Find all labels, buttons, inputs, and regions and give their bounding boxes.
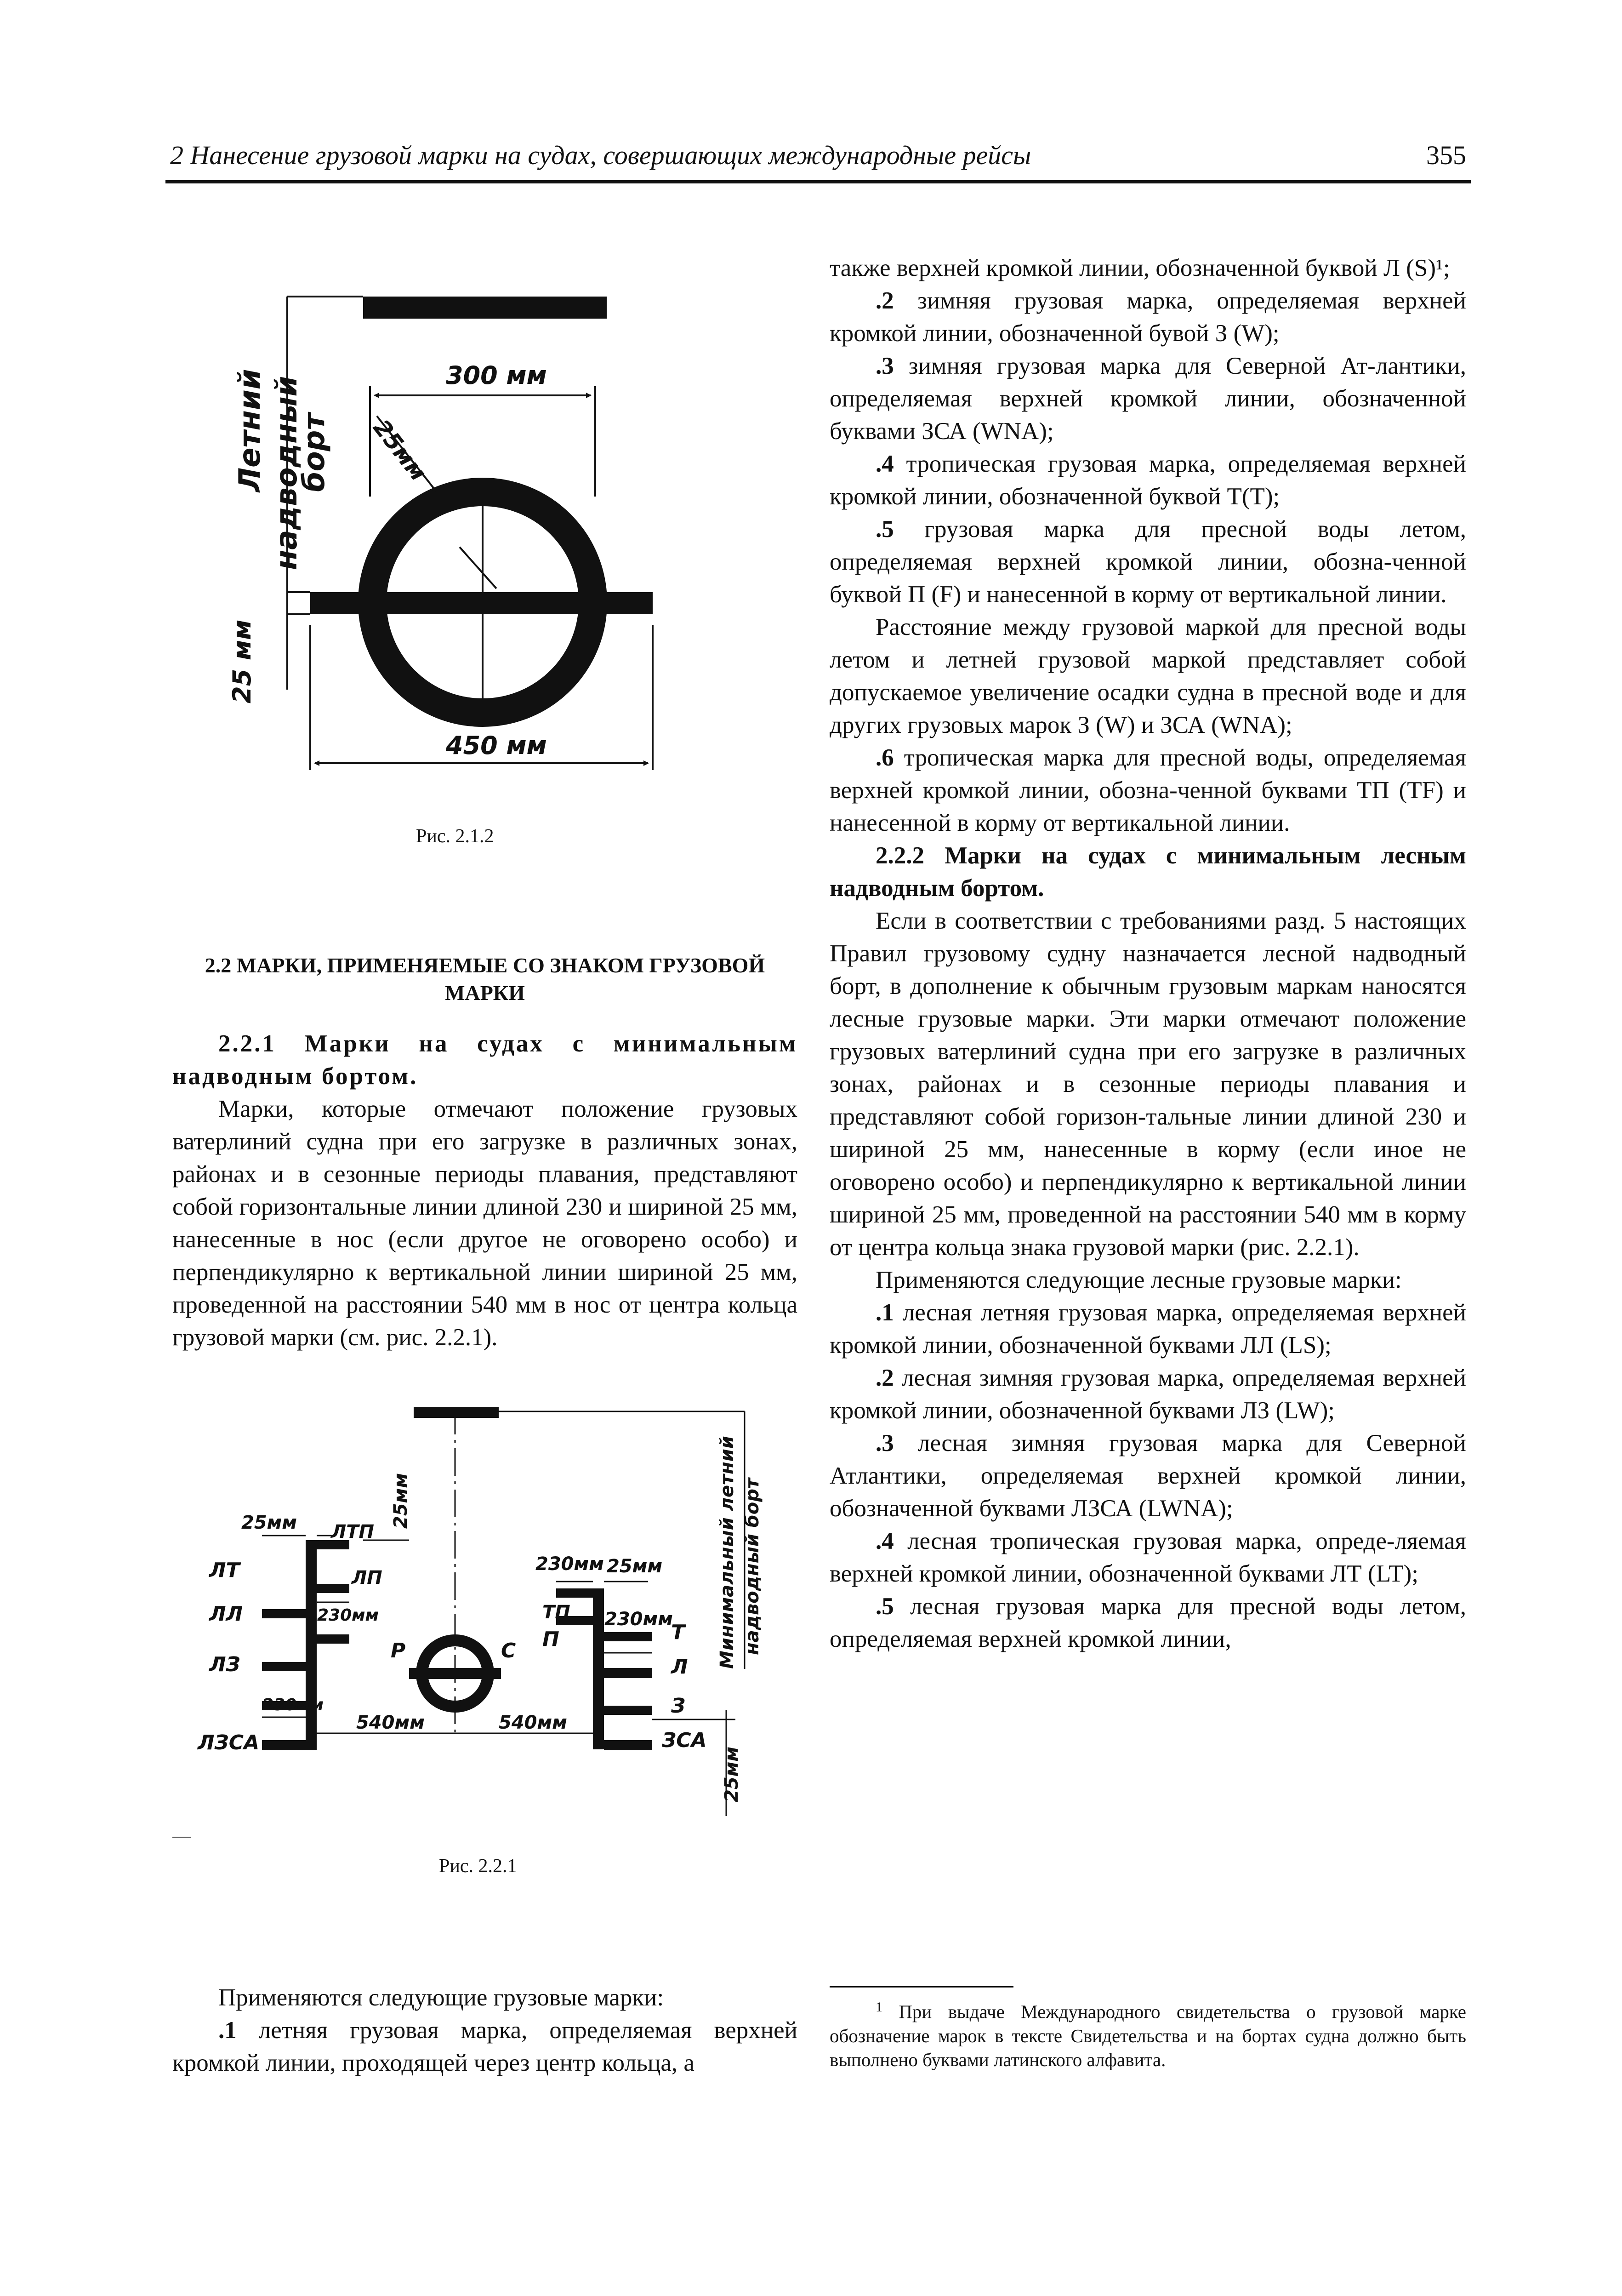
fig2-lp: ЛП <box>352 1567 382 1588</box>
forest-item-5: .5 лесная грузовая марка для пресной воды летом, определяемая верхней кромкой линии, <box>830 1593 1466 1652</box>
paragraph-marks: Марки, которые отмечают положение грузовых ватерлиний судна при его загрузке в различных зонах, районах и в сезонные периоды плавания, представляют собой горизонтальные линии длиной 230 и шириной 25 мм, нанесенные в нос (если другое не оговорено особо) и перпендикулярно к вертикальной линии шириной 25 мм, проведенной на расстоянии 540 мм в нос от центра кольца грузовой марки (см. рис. 2.2.1). <box>172 1096 797 1351</box>
header-title: 2 Нанесение грузовой марки на судах, совершающих международные рейсы <box>170 140 1031 170</box>
left-column-text <box>172 1028 797 1354</box>
fig2-z: З <box>671 1694 686 1718</box>
fig2-d230-c: 230мм <box>535 1554 604 1575</box>
label-summer-2: надводный <box>270 376 304 570</box>
fig2-p: П <box>542 1628 559 1651</box>
dim-25-ring: 25мм <box>368 414 432 486</box>
deck-line <box>363 297 607 319</box>
paragraph-apply: Применяются следующие грузовые марки: <box>218 1984 664 2011</box>
fig2-d230-b: 230мм <box>262 1696 324 1714</box>
fig2-ll: ЛЛ <box>209 1602 243 1626</box>
subsection-221: 2.2.1 Марки на судах с минимальным надводным бортом. <box>172 1030 797 1090</box>
figure1-caption: Рис. 2.1.2 <box>416 826 494 847</box>
fig2-t: Т <box>671 1621 685 1644</box>
label-summer-1: Летний <box>233 369 267 492</box>
dim-25-line: 25 мм <box>228 619 256 703</box>
figure2-caption: Рис. 2.2.1 <box>439 1856 517 1877</box>
fig2-d25-vert: 25мм <box>390 1473 411 1529</box>
item-4: .4 тропическая грузовая марка, определяемая верхней кромкой линии, обозначенной буквой Т(T); <box>830 451 1466 510</box>
dim-450: 450 мм <box>446 731 547 760</box>
left-column-bottom <box>172 1982 797 2079</box>
fig2-d540-b: 540мм <box>499 1712 567 1733</box>
paragraph-0: также верхней кромкой линии, обозначенной буквой Л (S)¹; <box>830 255 1450 281</box>
fig2-d25-top-left: 25мм <box>241 1512 297 1533</box>
paragraph-distance: Расстояние между грузовой маркой для пресной воды летом и летней грузовой маркой представляет собой допускаемое увеличение осадки судна в пресной воде и для других грузовых марок З (W) и ЗСА (WNA); <box>830 614 1466 738</box>
section-heading-line1: 2.2 МАРКИ, ПРИМЕНЯЕМЫЕ СО ЗНАКОМ ГРУЗОВОЙ <box>205 954 765 977</box>
fig2-lz: ЛЗ <box>209 1653 240 1676</box>
dim-300: 300 мм <box>446 361 547 390</box>
item-2: .2 зимняя грузовая марка, определяемая верхней кромкой линии, обозначенной бувой З (W); <box>830 287 1466 347</box>
footnote: $^1$ При выдаче Международного свидетельства о грузовой марке обозначение марок в тексте Свидетельства и на бортах судна должно быть выполнено буквами латинского алфавита. <box>830 1999 1466 2070</box>
paragraph-forest: Если в соответствии с требованиями разд. 5 настоящих Правил грузовому судну назначается лесной надводный борт, в дополнение к обычным грузовым маркам наносятся лесные грузовые марки. Эти марки отмечают положение грузовых ватерлиний судна при его загрузке в различных зонах, районах и в сезонные периоды плавания и представляют собой горизон-тальные линии длиной 230 и шириной 25 мм, нанесенные в корму (если иное не оговорено особо) и перпендикулярно к вертикальной линии шириной 25 мм, проведенной на расстоянии 540 мм в корму от центра кольца знака грузовой марки (рис. 2.2.1). <box>830 908 1466 1261</box>
item-6: .6 тропическая марка для пресной воды, определяемая верхней кромкой линии, обозна-ченной буквами ТП (TF) и нанесенной в корму от вертикальной линии. <box>830 744 1466 836</box>
figure-marks-diagram <box>193 1388 791 1816</box>
figure-load-line-mark <box>221 276 795 851</box>
item-1: .1 летняя грузовая марка, определяемая верхней кромкой линии, проходящей через центр кольца, а <box>172 2017 797 2076</box>
section-heading <box>172 952 797 1007</box>
fig2-d25-bottom: 25мм <box>721 1746 742 1802</box>
label-summer-3: борт <box>297 413 331 492</box>
item-5: .5 грузовая марка для пресной воды летом, определяемая верхней кромкой линии, обозна-ченной буквой П (F) и нанесенной в корму от вертикальной линии. <box>830 516 1466 608</box>
paragraph-apply-forest: Применяются следующие лесные грузовые марки: <box>876 1267 1402 1293</box>
section-heading-line2: МАРКИ <box>445 981 525 1005</box>
fig2-tp: ТП <box>542 1602 570 1623</box>
right-column-text <box>830 252 1466 1656</box>
subsection-222: 2.2.2 Марки на судах с минимальным лесным надводным бортом. <box>830 842 1466 902</box>
fig2-min-2: надводный борт <box>742 1478 763 1655</box>
stray-dash <box>172 1837 191 1838</box>
fig2-zsa: ЗСА <box>662 1729 707 1752</box>
fig2-c: С <box>501 1639 516 1662</box>
fig2-d25-right: 25мм <box>607 1556 663 1577</box>
forest-item-1: .1 лесная летняя грузовая марка, определяемая верхней кромкой линии, обозначенной буквами ЛЛ (LS); <box>830 1299 1466 1359</box>
running-header <box>165 138 1471 183</box>
item-3: .3 зимняя грузовая марка для Северной Ат-лантики, определяемая верхней кромкой линии, обозначенной буквами ЗСА (WNA); <box>830 353 1466 445</box>
deck-line-2 <box>414 1407 499 1418</box>
footnote-rule <box>830 1986 1013 1988</box>
fig2-d230-d: 230мм <box>604 1609 673 1630</box>
fig2-d540-a: 540мм <box>356 1712 425 1733</box>
fig2-l: Л <box>671 1655 688 1679</box>
fig2-ltp: ЛТП <box>331 1521 374 1542</box>
ring-horizontal-bar <box>310 592 653 614</box>
page-number: 355 <box>1426 140 1466 170</box>
small-ring-bar <box>409 1668 501 1679</box>
forest-item-4: .4 лесная тропическая грузовая марка, опреде-ляемая верхней кромкой линии, обозначенной буквами ЛТ (LT); <box>830 1528 1466 1587</box>
fig2-lzsa: ЛЗСА <box>198 1731 260 1754</box>
forest-item-2: .2 лесная зимняя грузовая марка, определяемая верхней кромкой линии, обозначенной буквами ЛЗ (LW); <box>830 1365 1466 1424</box>
fig2-d230-a: 230мм <box>317 1606 379 1625</box>
forest-item-3: .3 лесная зимняя грузовая марка для Северной Атлантики, определяемая верхней кромкой линии, обозначенной буквами ЛЗСА (LWNA); <box>830 1430 1466 1522</box>
fig2-r: Р <box>391 1639 406 1662</box>
fig2-lt: ЛТ <box>209 1559 240 1582</box>
fig2-min-1: Минимальный летний <box>717 1436 738 1669</box>
